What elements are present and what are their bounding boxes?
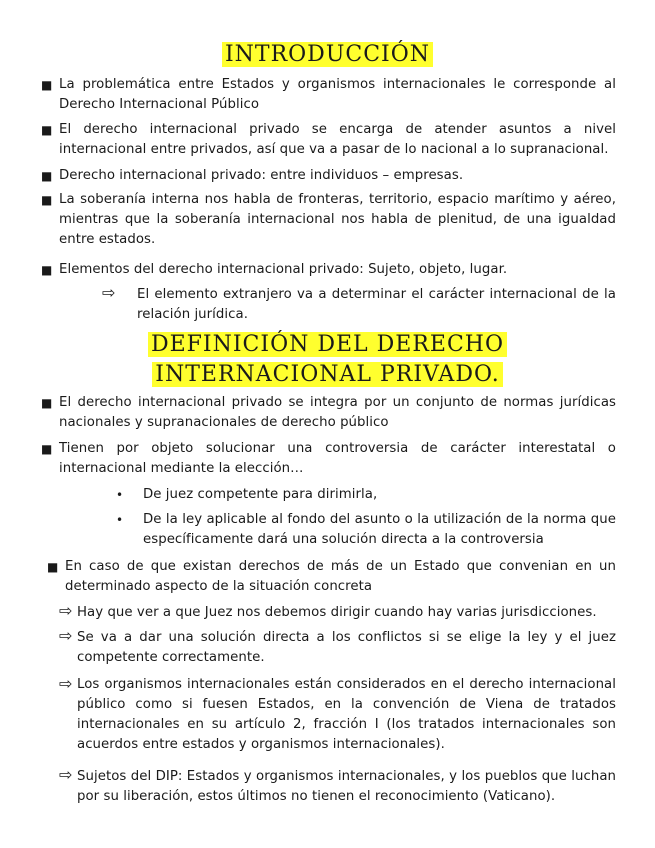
case-arrow-3: Los organismos internacionales están considerados en el derecho internacional público como si fuesen Estados, en la convención de Viena de tratados internacionales en su artículo 2, fracción I (los tratados internacionales son acuerdos entre estados y organismos internacionales). <box>77 677 616 752</box>
intro-bullet-2: El derecho internacional privado se encarga de atender asuntos a nivel internacional entre privados, así que va a pasar de lo nacional a lo supranacional. <box>59 122 616 157</box>
bullet-marker: ■ <box>41 193 53 207</box>
def-bullet-1: El derecho internacional privado se integra por un conjunto de normas jurídicas nacionales y supranacionales de derecho público <box>59 395 616 430</box>
dot-marker: • <box>116 488 124 502</box>
case-bullet: En caso de que existan derechos de más de un Estado que convenian en un determinado aspecto de la situación concreta <box>65 559 616 594</box>
intro-bullet-3: Derecho internacional privado: entre individuos – empresas. <box>59 168 464 183</box>
bullet-marker: ■ <box>41 263 53 277</box>
intro-bullet-4: La soberanía interna nos habla de fronteras, territorio, espacio marítimo y aéreo, mientras que la soberanía internacional nos habla de plenitud, de una igualdad entre estados. <box>59 192 616 247</box>
bullet-marker: ■ <box>41 396 53 410</box>
def-bullet-2: Tienen por objeto solucionar una controversia de carácter interestatal o internacional mediante la elección… <box>59 441 616 476</box>
intro-bullet-1: La problemática entre Estados y organismos internacionales le corresponde al Derecho Internacional Público <box>59 77 616 112</box>
intro-bullet-5: Elementos del derecho internacional privado: Sujeto, objeto, lugar. <box>59 262 508 277</box>
arrow-icon: ⇨ <box>59 601 73 620</box>
dot-marker: • <box>116 513 124 527</box>
case-arrow-2: Se va a dar una solución directa a los conflictos si se elige la ley y el juez competente correctamente. <box>77 630 616 665</box>
case-arrow-1: Hay que ver a que Juez nos debemos dirigir cuando hay varias jurisdicciones. <box>77 605 597 620</box>
arrow-icon: ⇨ <box>59 626 73 645</box>
bullet-marker: ■ <box>47 560 59 574</box>
page-title: INTRODUCCIÓN <box>0 40 655 70</box>
intro-sub-bullet: El elemento extranjero va a determinar el carácter internacional de la relación jurídica. <box>137 287 616 322</box>
arrow-icon: ⇨ <box>59 674 73 693</box>
arrow-icon: ⇨ <box>102 283 116 302</box>
bullet-marker: ■ <box>41 78 53 92</box>
def-sub-2: De la ley aplicable al fondo del asunto o la utilización de la norma que específicamente dará una solución directa a la controversia <box>143 512 616 547</box>
def-sub-1: De juez competente para dirimirla, <box>143 487 378 502</box>
case-arrow-4: Sujetos del DIP: Estados y organismos internacionales, y los pueblos que luchan por su liberación, estos últimos no tienen el reconocimiento (Vaticano). <box>77 769 616 804</box>
section-title-line1: DEFINICIÓN DEL DERECHO <box>0 330 655 360</box>
bullet-marker: ■ <box>41 442 53 456</box>
section-title-line2: INTERNACIONAL PRIVADO. <box>0 360 655 390</box>
arrow-icon: ⇨ <box>59 765 73 784</box>
bullet-marker: ■ <box>41 169 53 183</box>
bullet-marker: ■ <box>41 123 53 137</box>
